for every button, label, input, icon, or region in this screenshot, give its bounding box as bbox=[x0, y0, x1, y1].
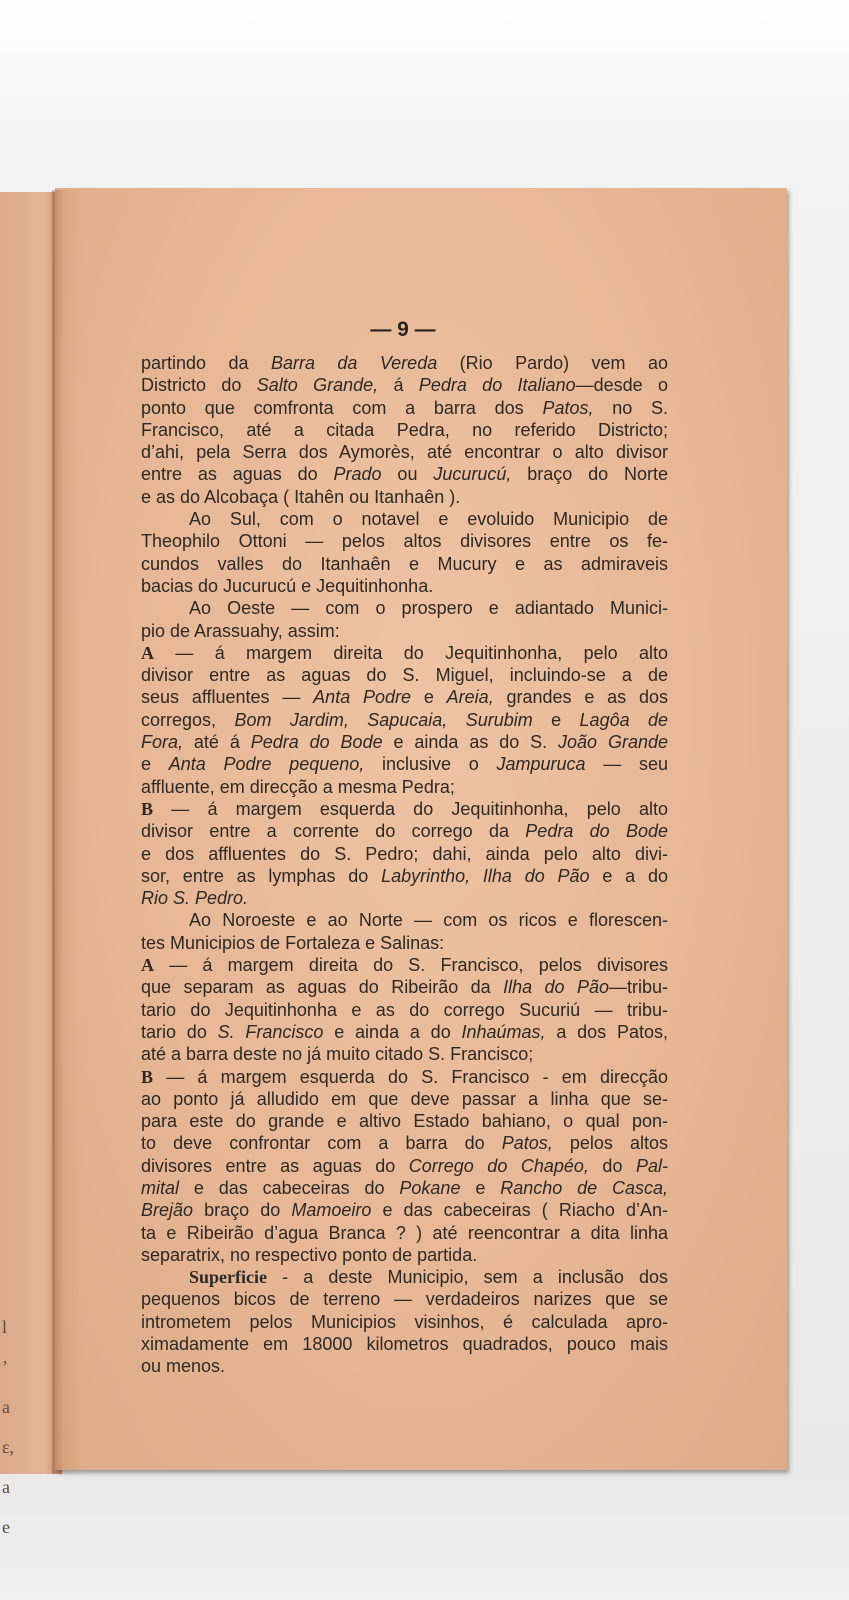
text-segment: Rio S. Pedro. bbox=[141, 888, 249, 909]
text-segment: e as do Alcobaça ( Itahên ou Itanhaên ). bbox=[141, 486, 461, 507]
margin-letter: ɛ, bbox=[2, 1437, 15, 1457]
text-segment: e dos affluentes do S. Pedro; dahi, ainda pelo alto divi- bbox=[141, 843, 668, 864]
text-segment: Areia, bbox=[446, 687, 494, 708]
text-segment: e bbox=[411, 687, 447, 708]
text-segment: d’ahi, pela Serra dos Aymorès, até encontrar o alto divisor bbox=[141, 442, 668, 463]
text-segment: e bbox=[460, 1177, 501, 1198]
text-line bbox=[141, 486, 668, 508]
text-segment: B bbox=[141, 1066, 154, 1087]
text-segment: Pedra do Bode bbox=[525, 821, 668, 842]
text-segment: Salto Grande, bbox=[256, 375, 379, 396]
text-line bbox=[141, 1266, 668, 1288]
text-segment: braço do bbox=[193, 1200, 292, 1221]
text-segment: (Rio Pardo) vem ao bbox=[437, 353, 668, 373]
text-segment: bacias do Jucurucú e Jequitinhonha. bbox=[141, 575, 434, 596]
text-segment: divisor entre as aguas do S. Miguel, incluindo-se a de bbox=[141, 665, 668, 686]
text-segment: Bom Jardim, Sapucaia, Surubim bbox=[234, 709, 533, 730]
margin-letter: e bbox=[2, 1517, 10, 1537]
margin-letter: a bbox=[2, 1397, 10, 1417]
book-spine-shadow bbox=[52, 190, 82, 1474]
text-segment: partindo da bbox=[141, 353, 271, 373]
text-segment: mital bbox=[141, 1177, 180, 1198]
text-line bbox=[141, 843, 668, 865]
text-segment: braço do Norte bbox=[511, 464, 668, 485]
text-segment: Corrego do Chapéo, bbox=[408, 1155, 589, 1176]
text-segment: para este do grande e altivo Estado bahiano, o qual pon- bbox=[141, 1111, 668, 1132]
text-segment: S. Francisco bbox=[217, 1021, 324, 1042]
text-segment: pelos altos bbox=[552, 1133, 669, 1154]
text-line bbox=[141, 441, 668, 463]
text-line bbox=[141, 553, 668, 575]
text-segment: Patos, bbox=[542, 397, 594, 418]
text-line bbox=[141, 976, 668, 998]
text-segment: Labyrintho, Ilha do Pão bbox=[381, 865, 590, 886]
text-segment: - a deste Municipio, sem a inclusão dos bbox=[267, 1267, 668, 1288]
text-segment: tes Municipios de Fortaleza e Salinas: bbox=[141, 932, 445, 953]
text-segment: e ainda a do bbox=[323, 1021, 462, 1042]
text-segment: — á margem esquerda do S. Francisco - em direcção bbox=[153, 1066, 668, 1087]
text-line bbox=[141, 954, 668, 976]
text-segment: A bbox=[141, 642, 154, 663]
text-line bbox=[141, 709, 668, 731]
text-segment: a dos Patos, bbox=[545, 1021, 668, 1042]
text-segment: Prado bbox=[333, 464, 382, 485]
text-line bbox=[141, 352, 668, 374]
text-line bbox=[141, 686, 668, 708]
text-segment: Jucurucú, bbox=[433, 464, 512, 485]
text-line bbox=[141, 1199, 668, 1221]
text-line bbox=[141, 865, 668, 887]
text-segment: Pal- bbox=[635, 1155, 668, 1176]
text-segment: tario do bbox=[141, 1021, 218, 1042]
text-segment: e ainda as do S. bbox=[382, 732, 559, 753]
text-segment: —tribu- bbox=[609, 977, 669, 998]
text-segment: corregos, bbox=[141, 709, 235, 730]
text-line bbox=[141, 1021, 668, 1043]
text-line bbox=[141, 1244, 668, 1266]
text-segment: grandes e as dos bbox=[493, 687, 669, 708]
text-segment: Pedra do Bode bbox=[250, 732, 383, 753]
text-segment: ta e Ribeirão d’agua Branca ? ) até reencontrar a dita linha bbox=[141, 1222, 668, 1243]
text-line bbox=[141, 909, 668, 931]
text-segment: Pedra do Italiano bbox=[418, 375, 576, 396]
text-segment: — á margem esquerda do Jequitinhonha, pelo alto bbox=[153, 798, 668, 819]
text-line bbox=[141, 419, 668, 441]
text-segment: Francisco, até a citada Pedra, no referido Districto; bbox=[141, 419, 668, 440]
text-segment: A bbox=[141, 955, 154, 976]
text-segment: Inhaúmas, bbox=[461, 1021, 546, 1042]
text-segment: to deve confrontar com a barra do bbox=[141, 1133, 502, 1154]
text-line bbox=[141, 999, 668, 1021]
text-line bbox=[141, 1110, 668, 1132]
text-segment: e bbox=[532, 709, 580, 730]
text-segment: — á margem direita do Jequitinhonha, pelo alto bbox=[154, 642, 668, 663]
margin-letter: l bbox=[2, 1317, 8, 1337]
text-line bbox=[141, 664, 668, 686]
text-segment: ao ponto já alludido em que deve passar a linha que se- bbox=[141, 1088, 668, 1109]
text-segment: Brejão bbox=[141, 1200, 194, 1221]
text-segment: Fora, bbox=[141, 732, 184, 753]
text-segment: — seu bbox=[585, 754, 668, 775]
text-segment: intrometem pelos Municipios visinhos, é calculada apro- bbox=[141, 1311, 668, 1332]
text-segment: pequenos bicos de terreno — verdadeiros narizes que se bbox=[141, 1289, 668, 1310]
text-segment: Theophilo Ottoni — pelos altos divisores entre os fe- bbox=[141, 531, 668, 552]
text-line bbox=[141, 508, 668, 530]
text-line bbox=[141, 1288, 668, 1310]
text-line bbox=[141, 575, 668, 597]
text-segment: ponto que comfronta com a barra dos bbox=[141, 397, 543, 418]
text-line bbox=[141, 642, 668, 664]
text-line bbox=[141, 731, 668, 753]
text-segment: e bbox=[141, 754, 169, 775]
text-segment: —desde o bbox=[575, 375, 668, 396]
text-segment: Lagôa de bbox=[579, 709, 669, 730]
margin-letter: ’ bbox=[2, 1357, 8, 1377]
text-segment: ou bbox=[381, 464, 434, 485]
text-segment: seus affluentes — bbox=[141, 687, 314, 708]
text-segment: e das cabeceiras do bbox=[179, 1177, 400, 1198]
text-line bbox=[141, 1088, 668, 1110]
text-segment: e das cabeceiras ( Riacho d’An- bbox=[371, 1200, 668, 1221]
text-segment: á bbox=[378, 375, 419, 396]
text-segment: inclusive o bbox=[364, 754, 497, 775]
text-segment: Ao Sul, com o notavel e evoluido Municipio de bbox=[189, 509, 668, 530]
text-segment: até a barra deste no já muito citado S. Francisco; bbox=[141, 1044, 534, 1065]
text-segment: entre as aguas do bbox=[141, 464, 334, 485]
text-segment: no S. bbox=[593, 397, 668, 418]
text-line bbox=[141, 530, 668, 552]
text-line bbox=[141, 776, 668, 798]
text-segment: Rancho de Casca, bbox=[500, 1177, 669, 1198]
text-line bbox=[141, 1132, 668, 1154]
text-line bbox=[141, 753, 668, 775]
text-segment: e a do bbox=[589, 865, 668, 886]
text-line bbox=[141, 1222, 668, 1244]
margin-letter: a bbox=[2, 1477, 10, 1497]
text-segment: divisor entre a corrente do corrego da bbox=[141, 821, 526, 842]
text-line bbox=[141, 1043, 668, 1065]
text-line bbox=[141, 397, 668, 419]
text-segment: Mamoeiro bbox=[291, 1200, 372, 1221]
text-line bbox=[141, 932, 668, 954]
text-segment: do bbox=[588, 1155, 636, 1176]
text-line bbox=[141, 597, 668, 619]
text-segment: — á margem direita do S. Francisco, pelos divisores bbox=[154, 955, 668, 976]
text-segment: Ao Noroeste e ao Norte — com os ricos e florescen- bbox=[189, 910, 668, 931]
text-segment: Jampuruca bbox=[496, 754, 586, 775]
text-line bbox=[141, 620, 668, 642]
text-line bbox=[141, 1311, 668, 1333]
page-number: — 9 — bbox=[370, 318, 436, 341]
text-segment: Anta Podre bbox=[313, 687, 412, 708]
text-segment: cundos valles do Itanhaên e Mucury e as admiraveis bbox=[141, 553, 668, 574]
text-segment: Districto do bbox=[141, 375, 257, 396]
text-segment: sor, entre as lymphas do bbox=[141, 865, 382, 886]
text-line bbox=[141, 1155, 668, 1177]
text-segment: B bbox=[141, 798, 154, 819]
text-line bbox=[141, 887, 668, 909]
text-line bbox=[141, 463, 668, 485]
text-line bbox=[141, 798, 668, 820]
text-segment: divisores entre as aguas do bbox=[141, 1155, 409, 1176]
text-line bbox=[141, 820, 668, 842]
text-line bbox=[141, 374, 668, 396]
text-segment: que separam as aguas do Ribeirão da bbox=[141, 977, 504, 998]
text-segment: affluente, em direcção a mesma Pedra; bbox=[141, 776, 455, 797]
text-segment: João Grande bbox=[558, 732, 668, 753]
text-segment: Pokane bbox=[399, 1177, 461, 1198]
text-segment: Superficie bbox=[189, 1267, 267, 1288]
body-text bbox=[141, 352, 668, 1378]
text-line bbox=[141, 1066, 668, 1088]
text-segment: pio de Arassuahy, assim: bbox=[141, 620, 340, 641]
text-segment: ximadamente em 18000 kilometros quadrados, pouco mais bbox=[141, 1334, 668, 1355]
text-segment: Patos, bbox=[501, 1133, 553, 1154]
text-segment: Anta Podre pequeno, bbox=[168, 754, 365, 775]
text-segment: Barra da Vereda bbox=[270, 353, 438, 373]
text-segment: separatrix, no respectivo ponto de partida. bbox=[141, 1244, 478, 1265]
text-segment: ou menos. bbox=[141, 1356, 226, 1377]
text-line bbox=[141, 1333, 668, 1355]
text-segment: até á bbox=[183, 732, 251, 753]
text-segment: tario do Jequitinhonha e as do corrego Sucuriú — tribu- bbox=[141, 999, 668, 1020]
text-line bbox=[141, 1355, 668, 1377]
text-segment: Ilha do Pão bbox=[503, 977, 609, 998]
text-segment: Ao Oeste — com o prospero e adiantado Munici- bbox=[189, 598, 668, 619]
facing-page-letters bbox=[2, 1307, 16, 1547]
text-line bbox=[141, 1177, 668, 1199]
